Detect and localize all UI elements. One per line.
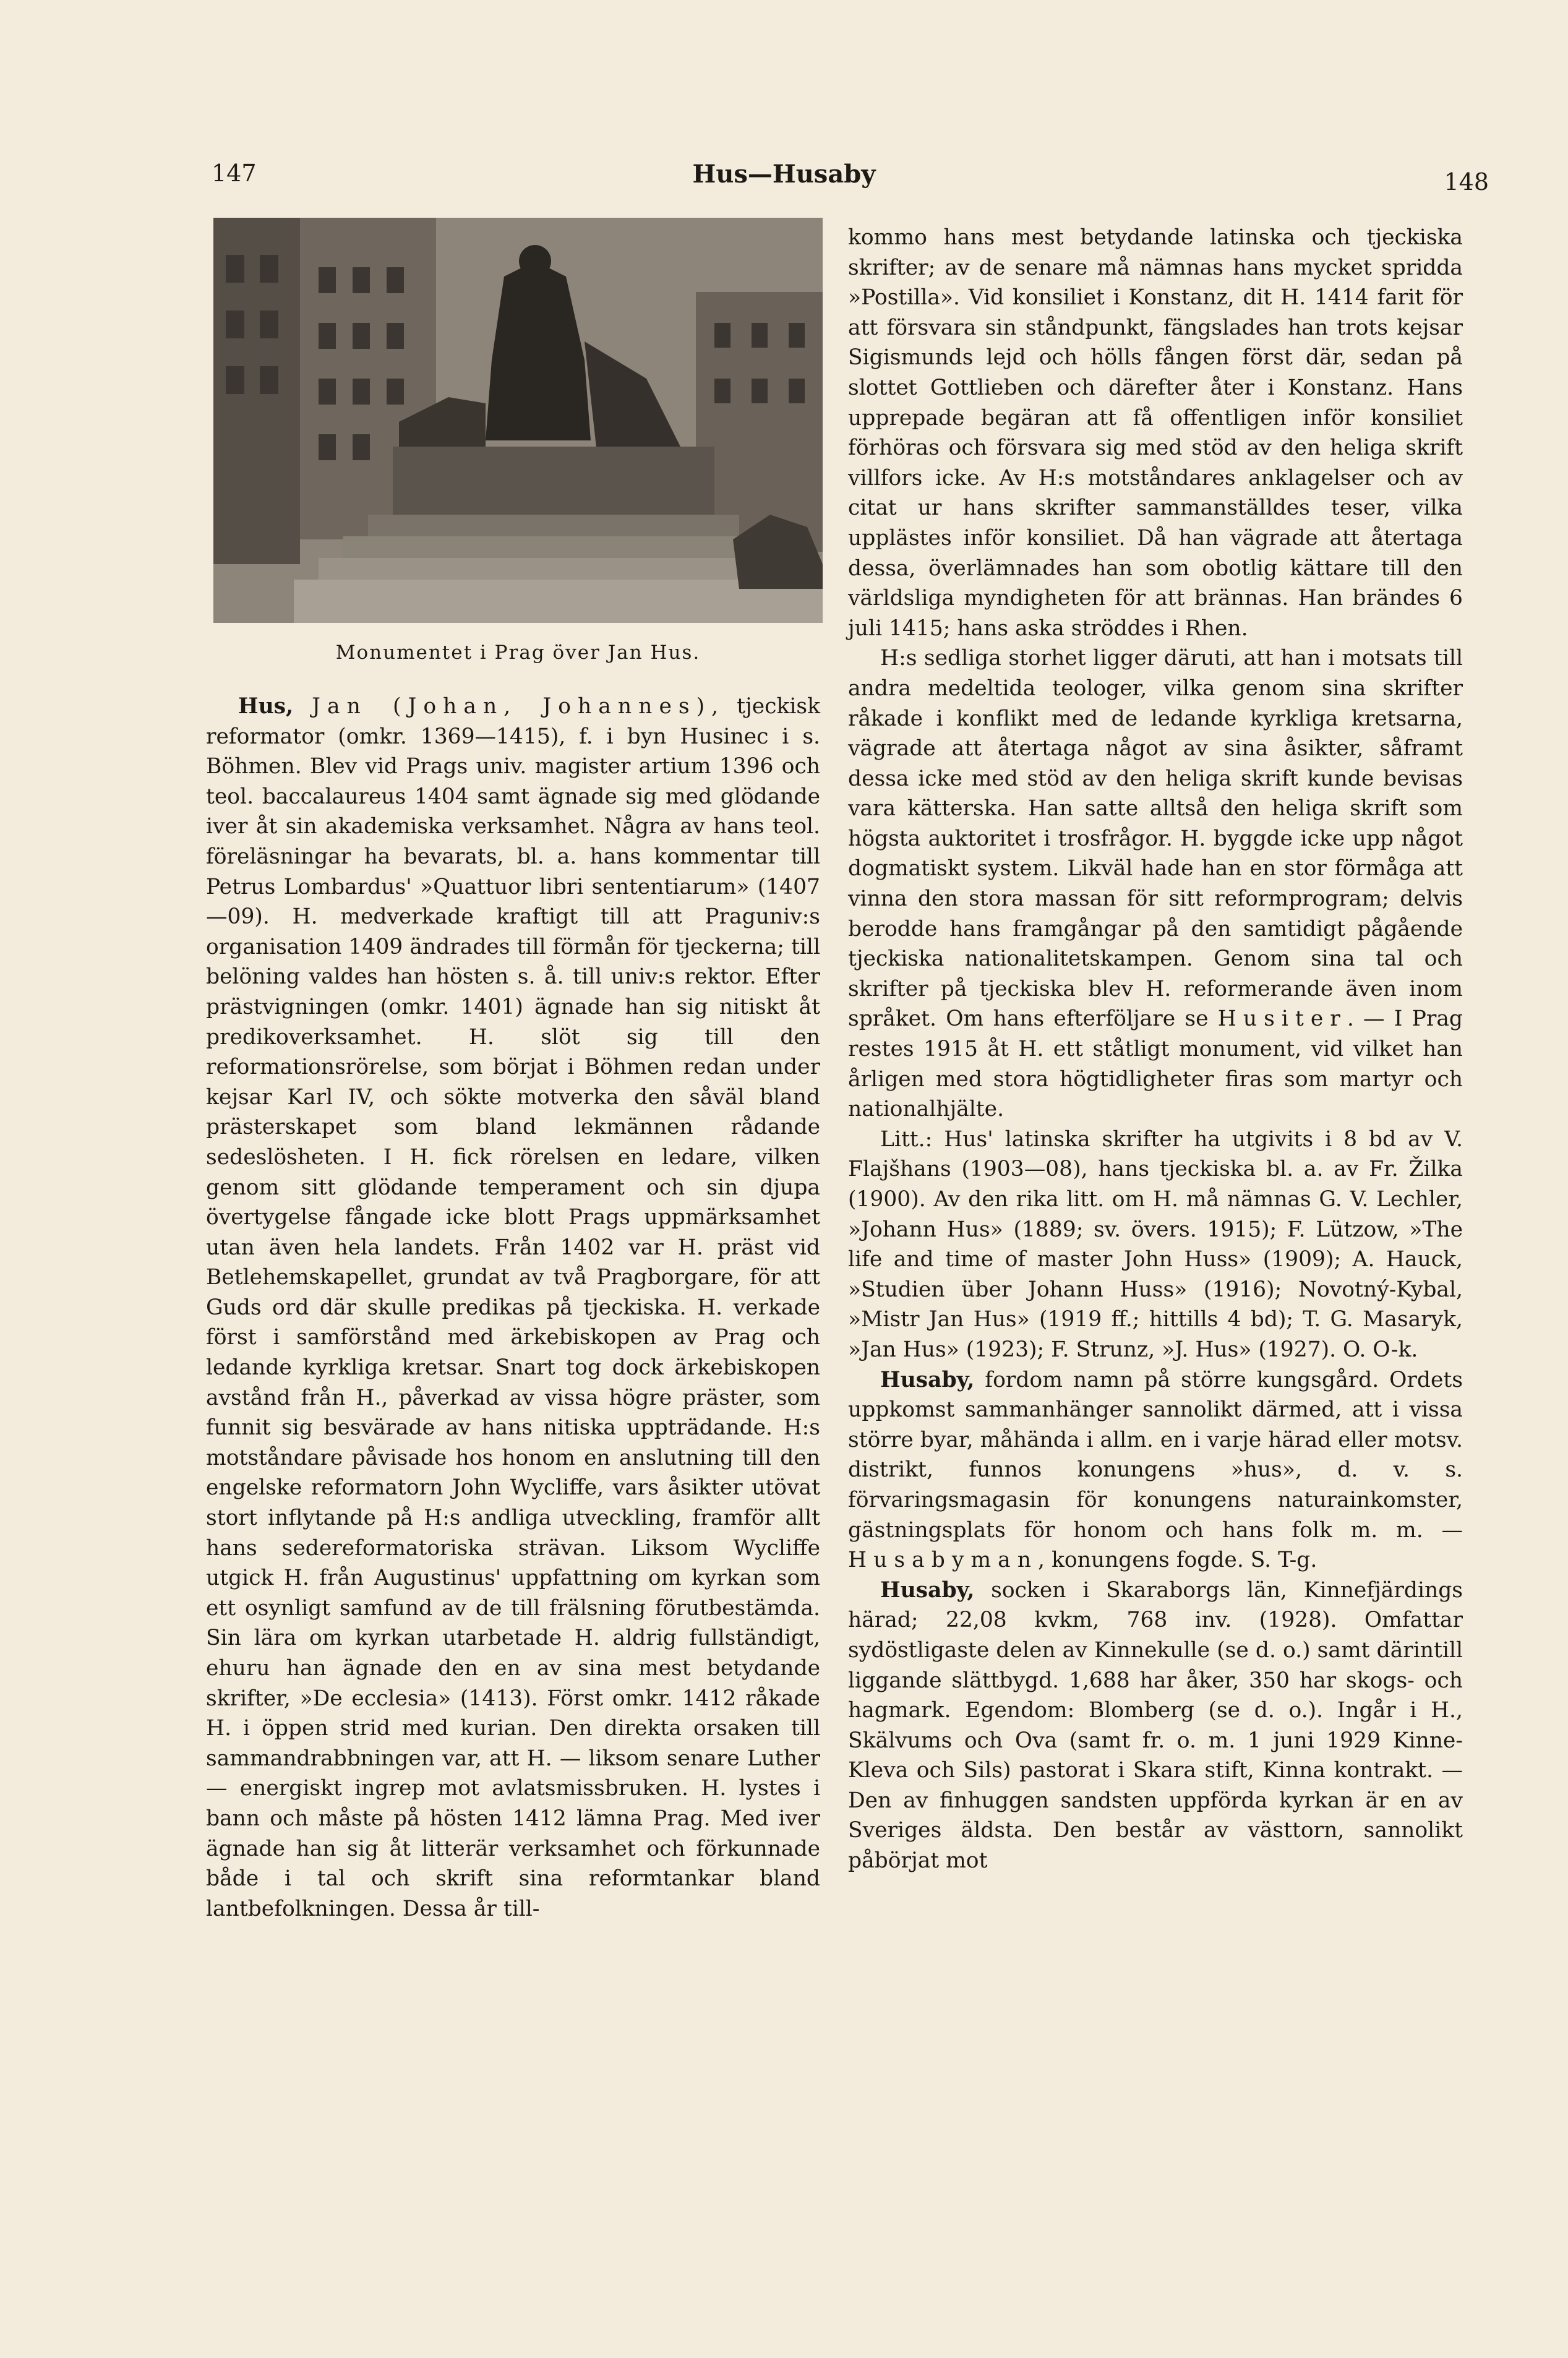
monument-photo bbox=[213, 218, 823, 623]
photo-monument-icon bbox=[213, 218, 823, 623]
husaby-2-body: socken i Skaraborgs län, Kinnefjärdings härad; 22,08 kvkm, 768 inv. (1928). Omfattar sydöstligaste delen av Kinnekulle (se d. o.) samt därintill liggande slättbygd. 1,688 har åker, 350 har skogs- och hagmark. Egendom: Blomberg (se d. o.). Ingår i H., Skälvums och Ova (samt fr. o. m. 1 juni 1929 Kinne-Kleva och Sils) pastorat i Skara stift, Kinna kontrakt. — Den av finhuggen sandsten uppförda kyrkan är en av Sveriges äldsta. Den består av västtorn, sannolikt påbörjat mot bbox=[848, 1577, 1463, 1874]
husaby-1-body: fordom namn på större kungsgård. Ordets uppkomst sammanhänger sannolikt därmed, att i vissa större byar, måhända i allm. en i varje härad eller motsv. distrikt, funnos konungens »hus», d. v. s. förvaringsmagasin för konungens naturainkomster, gästningsplats för honom och hans folk m. m. — bbox=[848, 1367, 1463, 1543]
hus-significance bbox=[848, 643, 1463, 1125]
headword-husaby-2: Husaby, bbox=[880, 1577, 975, 1603]
cross-reference-husiter: Husiter bbox=[1217, 1006, 1347, 1032]
hus-body: , tjeckisk reformator (omkr. 1369—1415), f. i byn Husinec i s. Böhmen. Blev vid Prags univ. magister artium 1396 och teol. baccalaureus 1404 samt ägnade sig med glödande iver åt sin akademiska verksamhet. Några av hans teol. föreläsningar ha bevarats, bl. a. hans kommentar till Petrus Lombardus' »Quattuor libri sententiarum» (1407—09). H. medverkade kraftigt till att Praguniv:s organisation 1409 ändrades till förmån för tjeckerna; till belöning valdes han hösten s. å. till univ:s rektor. Efter prästvigningen (omkr. 1401) ägnade han sig nitiskt åt predikoverksamhet. H. slöt sig till den reformationsrörelse, som börjat i Böhmen redan under kejsar Karl IV, och sökte motverka den såväl bland prästerskapet som bland lekmännen rådande sedeslösheten. I H. fick rörelsen en ledare, vilken genom sitt glödande temperament och sin djupa övertygelse fångade icke blott Prags uppmärksamhet utan även hela landets. Från 1402 var H. präst vid Betlehemskapellet, grundat av två Pragborgare, för att Guds ord där skulle predikas på tjeckiska. H. verkade först i samförstånd med ärkebiskopen av Prag och ledande kyrkliga kretsar. Snart tog dock ärkebiskopen avstånd från H., påverkad av vissa högre präster, som funnit sig besvärade av hans nitiska uppträdande. H:s motståndare påvisade hos honom en anslutning till den engelske reformatorn John Wycliffe, vars åsikter utövat stort inflytande på H:s andliga utveckling, framför allt hans sedereformatoriska strävan. Liksom Wycliffe utgick H. från Augustinus' uppfattning om kyrkan som ett osynligt samfund av de till frälsning förutbestämda. Sin lära om kyrkan utarbetade H. aldrig fullständigt, ehuru han ägnade den en av sina mest betydande skrifter, »De ecclesia» (1413). Först omkr. 1412 råkade H. i öppen strid med kurian. Den direkta orsaken till sammandrabbningen var, att H. — liksom senare Luther — energiskt ingrep mot avlatsmissbruken. H. lystes i bann och måste på hösten 1412 lämna Prag. Med iver ägnade han sig åt litterär verksamhet och förkunnade både i tal och skrift sina reformtankar bland lantbefolkningen. Dessa år till- bbox=[206, 694, 820, 1921]
headword-husabyman: Husabyman bbox=[848, 1548, 1039, 1573]
photo-caption: Monumentet i Prag över Jan Hus. bbox=[335, 641, 701, 664]
hus-significance-text: H:s sedliga storhet ligger däruti, att han i motsats till andra medeltida teologer, vilka genom sina skrifter råkade i konflikt med de ledande kyrkliga kretsarna, vägrade att återtaga något av sina åsikter, såframt dessa icke med stöd av den heliga skrift kunde bevisas vara kätterska. Han satte alltså den heliga skrift som högsta auktoritet i trosfrågor. H. byggde icke upp något dogmatiskt system. Likväl hade han en stor förmåga att vinna den stora massan för sitt reformprogram; delvis berodde hans framgångar på den samtidigt pågående tjeckiska nationalitetskampen. Genom sina tal och skrifter på tjeckiska blev H. reformerande även inom språket. Om hans efterföljare se bbox=[848, 646, 1463, 1032]
hus-continuation: kommo hans mest betydande latinska och tjeckiska skrifter; av de senare må nämnas hans mycket spridda »Postilla». Vid konsiliet i Konstanz, dit H. 1414 farit för att försvara sin ståndpunkt, fängslades han trots kejsar Sigismunds lejd och hölls fången först där, sedan på slottet Gottlieben och därefter åter i Konstanz. Hans upprepade begäran att få offentligen inför konsiliet förhöras och försvara sig med stöd av den heliga skrift villfors icke. Av H:s motståndares anklagelser och av citat ur hans skrifter sammanställdes teser, vilka upplästes inför konsiliet. Då han vägrade att återtaga dessa, överlämnades han som obotlig kättare till den världsliga myndigheten för att brännas. Han brändes 6 juli 1415; hans aska ströddes i Rhen. bbox=[848, 225, 1463, 641]
left-column bbox=[206, 692, 820, 1924]
headword-husaby-1: Husaby, bbox=[880, 1367, 975, 1392]
running-head: Hus—Husaby bbox=[692, 160, 876, 189]
husaby-1-end: , konungens fogde. S. T-g. bbox=[1038, 1548, 1317, 1573]
entry-husaby-kungsgard bbox=[848, 1365, 1463, 1576]
hus-significance-end: . — I Prag restes 1915 åt H. ett ståtligt monument, vid vilket han årligen med stora högtidligheter firas som martyr och nationalhjälte. bbox=[848, 1006, 1463, 1122]
literature-references: Litt.: Hus' latinska skrifter ha utgivits i 8 bd av V. Flajšhans (1903—08), hans tjeckiska bl. a. av Fr. Žilka (1900). Av den rika litt. om H. må nämnas G. V. Lechler, »Johann Hus» (1889; sv. övers. 1915); F. Lützow, »The life and time of master John Huss» (1909); A. Hauck, »Studien über Johann Huss» (1916); Novotný-Kybal, »Mistr Jan Hus» (1919 ff.; hittills 4 bd); T. G. Masaryk, »Jan Hus» (1923); F. Strunz, »J. Hus» (1927). O. O-k. bbox=[848, 1126, 1463, 1362]
page-number-left: 147 bbox=[212, 160, 257, 187]
right-column bbox=[848, 223, 1463, 1876]
headword-hus: Hus, bbox=[238, 694, 294, 719]
hus-full-name: Jan (Johan, Johannes) bbox=[312, 694, 712, 719]
entry-hus bbox=[206, 692, 820, 1924]
entry-husaby-socken bbox=[848, 1576, 1463, 1876]
page-number-right: 148 bbox=[1444, 168, 1489, 195]
